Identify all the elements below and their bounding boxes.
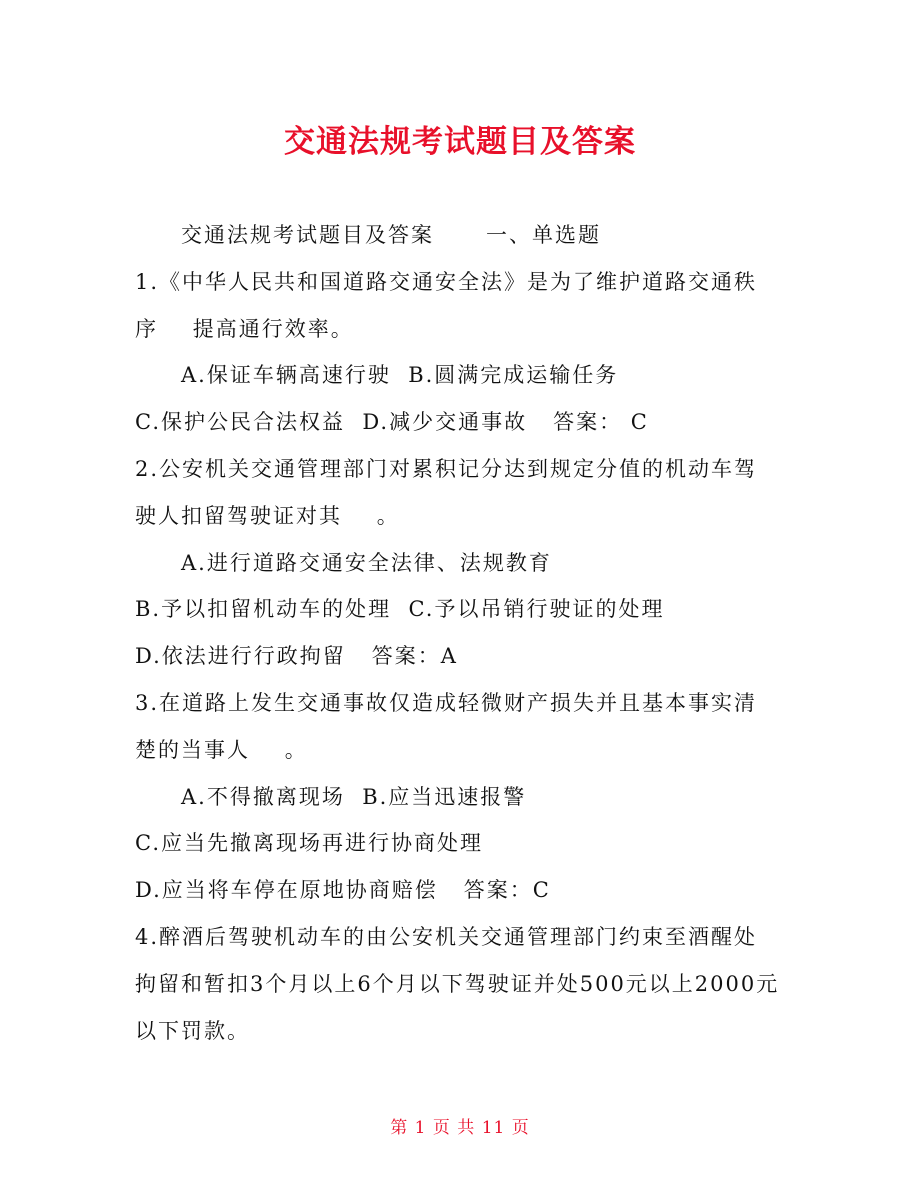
body-line: 以下罚款。 xyxy=(135,1018,250,1043)
body-line: B.予以扣留机动车的处理 C.予以吊销行驶证的处理 xyxy=(135,597,665,622)
body-line: 驶人扣留驾驶证对其 。 xyxy=(135,503,400,528)
document-body xyxy=(135,212,790,1054)
body-line: D.依法进行行政拘留 答案：A xyxy=(135,644,458,669)
body-line: C.保护公民合法权益 D.减少交通事故 答案： C xyxy=(135,410,649,435)
document-title: 交通法规考试题目及答案 xyxy=(284,124,636,160)
body-line: 序 提高通行效率。 xyxy=(135,316,354,341)
body-line: 1.《中华人民共和国道路交通安全法》是为了维护道路交通秩 xyxy=(135,269,758,294)
body-line: A.不得撤离现场 B.应当迅速报警 xyxy=(181,784,527,809)
body-line: 3.在道路上发生交通事故仅造成轻微财产损失并且基本事实清 xyxy=(135,690,758,715)
body-line: 楚的当事人 。 xyxy=(135,737,308,762)
body-line: 4.醉酒后驾驶机动车的由公安机关交通管理部门约束至酒醒处 xyxy=(135,924,758,949)
body-line: C.应当先撤离现场再进行协商处理 xyxy=(135,831,483,856)
page-number-footer: 第 1 页 共 11 页 xyxy=(390,1118,530,1138)
body-line: A.进行道路交通安全法律、法规教育 xyxy=(181,550,552,575)
body-line: 2.公安机关交通管理部门对累积记分达到规定分值的机动车驾 xyxy=(135,456,758,481)
body-line: 拘留和暂扣3个月以上6个月以下驾驶证并处500元以上2000元 xyxy=(135,971,780,996)
body-line: 交通法规考试题目及答案 一、单选题 xyxy=(181,223,602,247)
body-line: A.保证车辆高速行驶 B.圆满完成运输任务 xyxy=(181,363,619,388)
body-line: D.应当将车停在原地协商赔偿 答案：C xyxy=(135,878,551,903)
